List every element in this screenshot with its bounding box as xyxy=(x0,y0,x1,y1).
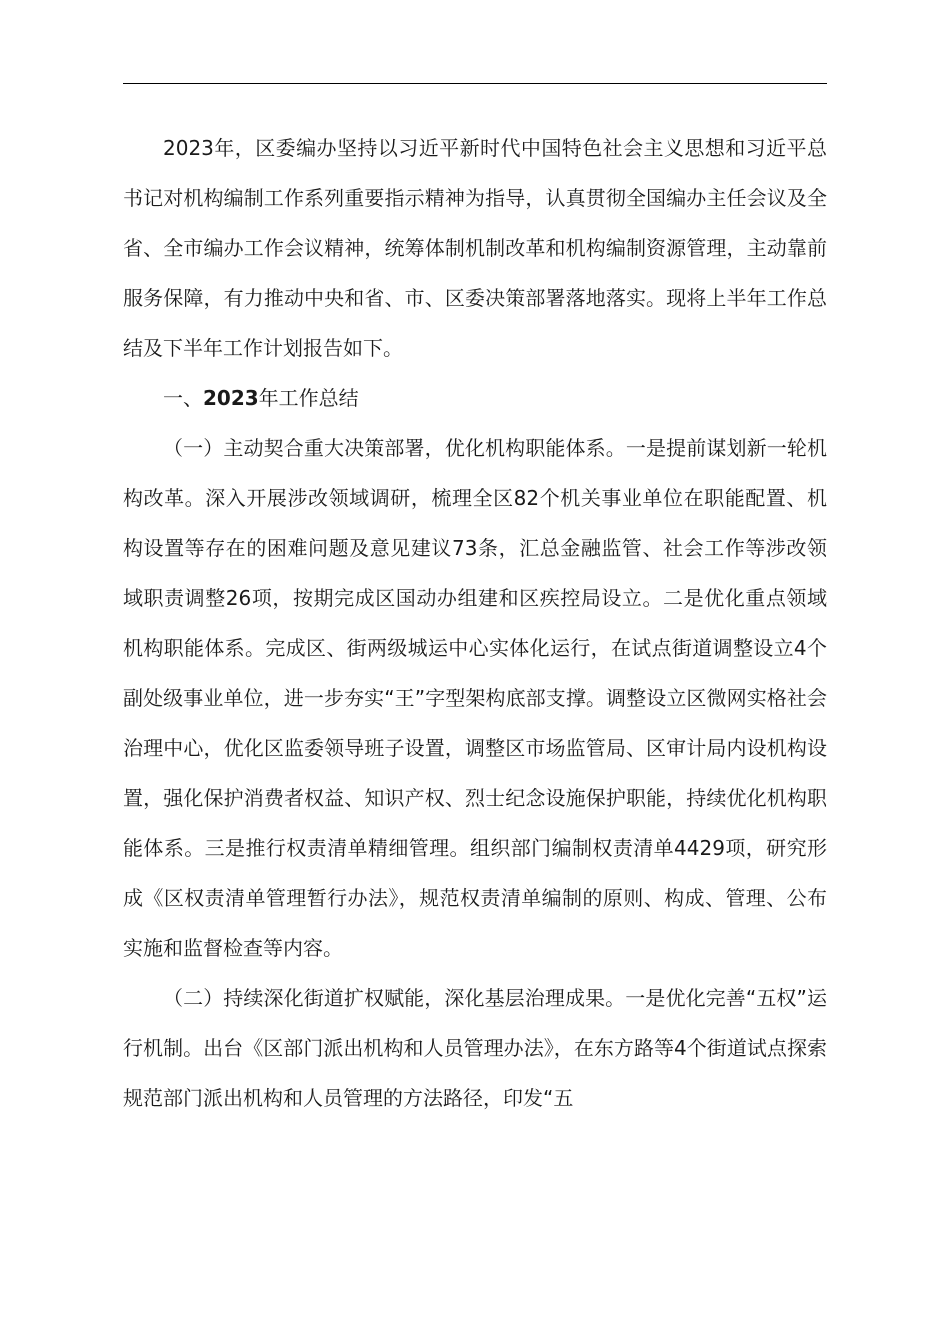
section-heading-prefix: 一、 xyxy=(163,386,203,410)
section-heading-suffix: 年工作总结 xyxy=(258,386,359,410)
header-rule xyxy=(123,83,827,84)
document-body xyxy=(123,123,827,1123)
section-heading xyxy=(123,373,827,423)
section-heading-year: 2023 xyxy=(203,386,259,410)
intro-paragraph: 2023年，区委编办坚持以习近平新时代中国特色社会主义思想和习近平总书记对机构编制工作系列重要指示精神为指导，认真贯彻全国编办主任会议及全省、全市编办工作会议精神，统筹体制机制改革和机构编制资源管理，主动靠前服务保障，有力推动中央和省、市、区委决策部署落地落实。现将上半年工作总结及下半年工作计划报告如下。 xyxy=(123,136,827,360)
paragraph-1: （一）主动契合重大决策部署，优化机构职能体系。一是提前谋划新一轮机构改革。深入开展涉改领域调研，梳理全区82个机关事业单位在职能配置、机构设置等存在的困难问题及意见建议73条，汇总金融监管、社会工作等涉改领域职责调整26项，按期完成区国动办组建和区疾控局设立。二是优化重点领域机构职能体系。完成区、街两级城运中心实体化运行，在试点街道调整设立4个副处级事业单位，进一步夯实“王”字型架构底部支撑。调整设立区微网实格社会治理中心，优化区监委领导班子设置，调整区市场监管局、区审计局内设机构设置，强化保护消费者权益、知识产权、烈士纪念设施保护职能，持续优化机构职能体系。三是推行权责清单精细管理。组织部门编制权责清单4429项，研究形成《区权责清单管理暂行办法》，规范权责清单编制的原则、构成、管理、公布实施和监督检查等内容。 xyxy=(123,436,827,960)
paragraph-2: （二）持续深化街道扩权赋能，深化基层治理成果。一是优化完善“五权”运行机制。出台《区部门派出机构和人员管理办法》，在东方路等4个街道试点探索规范部门派出机构和人员管理的方法路径，印发“五 xyxy=(123,986,827,1110)
